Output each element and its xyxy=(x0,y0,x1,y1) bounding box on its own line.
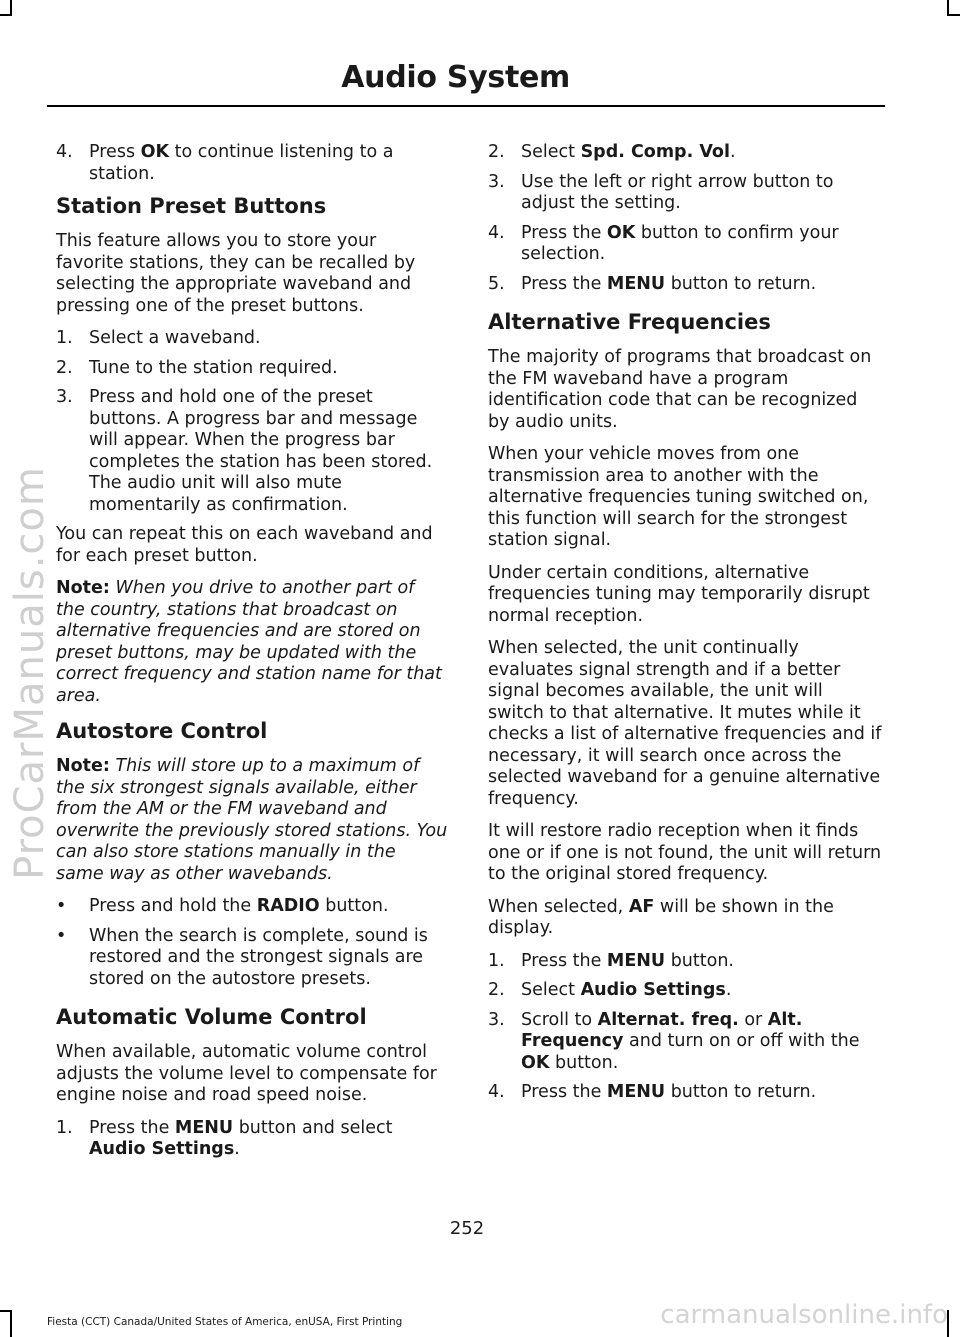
paragraph: Under certain conditions, alternative frequencies tuning may temporarily disrupt normal reception. xyxy=(488,562,870,626)
paragraph: This feature allows you to store your favorite stations, they can be recalled by selecting the appropriate waveband and pressing one of the preset buttons. xyxy=(56,231,416,316)
watermark-side: ProCarManuals.com xyxy=(7,466,53,880)
list-item: 5. Press the MENU button to return. xyxy=(488,273,817,294)
heading-avc: Automatic Volume Control xyxy=(56,1005,367,1029)
page-title: Audio System xyxy=(341,60,570,95)
crop-mark-top-right-h xyxy=(947,14,960,16)
page-number: 252 xyxy=(449,1218,485,1239)
crop-mark-bottom-left xyxy=(10,1310,12,1337)
paragraph: The majority of programs that broadcast on the FM waveband have a program identification code that can be recognized by audio units. xyxy=(488,347,872,432)
header-divider xyxy=(47,105,885,107)
list-item: 4. Press the OK button to confirm your selection. xyxy=(488,222,839,264)
heading-autostore: Autostore Control xyxy=(56,719,268,743)
paragraph: When your vehicle moves from one transmission area to another with the alternative frequencies tuning switched on, this function will search for the strongest station signal. xyxy=(488,444,869,550)
footer-text: Fiesta (CCT) Canada/United States of America, enUSA, First Printing xyxy=(47,1316,403,1328)
list-item: 1. Press the MENU button and select Audio Settings. xyxy=(56,1117,393,1159)
paragraph: It will restore radio reception when it finds one or if one is not found, the unit will return to the original stored frequency. xyxy=(488,821,882,884)
right-column xyxy=(488,142,884,1112)
watermark-bottom: carmanualsonline.info xyxy=(660,1300,948,1330)
paragraph: You can repeat this on each waveband and for each preset button. xyxy=(56,524,433,566)
crop-mark-bottom-left-h xyxy=(0,1310,12,1312)
list-item: 2. Tune to the station required. xyxy=(56,357,338,378)
paragraph: When available, automatic volume control adjusts the volume level to compensate for engine noise and road speed noise. xyxy=(56,1042,437,1105)
list-item: 4. Press the MENU button to return. xyxy=(488,1082,817,1102)
list-item: 3. Use the left or right arrow button to adjust the setting. xyxy=(488,171,834,213)
bullet-item: • Press and hold the RADIO button. xyxy=(56,896,389,916)
list-item: 1. Press the MENU button. xyxy=(488,950,734,971)
list-item: 3. Scroll to Alternat. freq. or Alt. Frequency and turn on or off with the OK button. xyxy=(488,1009,860,1073)
list-item: 3. Press and hold one of the preset buttons. A progress bar and message will appear. When the progress bar completes the station has been stored. The audio unit will also mute momentarily as confirmation. xyxy=(56,387,433,515)
list-item: 2. Select Spd. Comp. Vol. xyxy=(488,142,736,162)
left-column xyxy=(56,142,448,1169)
heading-station-preset: Station Preset Buttons xyxy=(56,194,327,218)
bullet-item: • When the search is complete, sound is restored and the strongest signals are stored on the autostore presets. xyxy=(56,925,428,989)
list-item: 4. Press OK to continue listening to a station. xyxy=(56,142,394,184)
crop-mark-top-left-h xyxy=(0,14,12,16)
paragraph: When selected, AF will be shown in the display. xyxy=(488,896,834,938)
heading-alternative-frequencies: Alternative Frequencies xyxy=(488,310,771,334)
list-item: 1. Select a waveband. xyxy=(56,328,261,348)
paragraph: When selected, the unit continually evaluates signal strength and if a better signal becomes available, the unit will switch to that alternative. It mutes while it checks a list of alternative frequencies and if necessary, it will search once across the selected waveband for a genuine alternative frequency. xyxy=(488,638,882,809)
note: Note: When you drive to another part of the country, stations that broadcast on alternative frequencies and are stored on preset buttons, may be updated with the correct frequency and station name for that area. xyxy=(56,578,442,706)
list-item: 2. Select Audio Settings. xyxy=(488,980,732,1000)
note: Note: This will store up to a maximum of the six strongest signals available, either from the AM or the FM waveband and overwrite the previously stored stations. You can also store stations manually in the same way as other wavebands. xyxy=(56,756,448,884)
